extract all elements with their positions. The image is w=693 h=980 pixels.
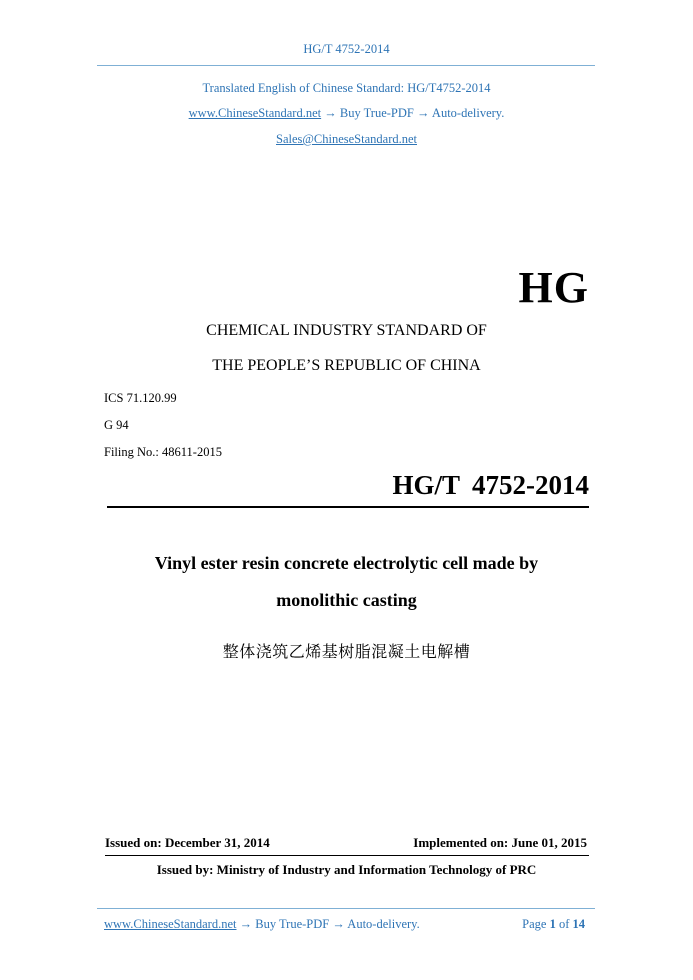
issued-rule: [105, 855, 589, 856]
site-link[interactable]: www.ChineseStandard.net: [188, 106, 322, 120]
standard-line-2: THE PEOPLE’S REPUBLIC OF CHINA: [212, 357, 481, 374]
standard-number: [392, 470, 589, 501]
filing-number: Filing No.: 48611-2015: [104, 445, 222, 459]
standard-line-1: CHEMICAL INDUSTRY STANDARD OF: [206, 322, 487, 339]
title-rule: [107, 506, 589, 508]
page-current: 1: [549, 917, 556, 931]
hg-logo: HG: [518, 263, 589, 312]
buy-line: [0, 106, 693, 121]
issued-on: Issued on: December 31, 2014: [105, 835, 270, 850]
issued-by: Issued by: Ministry of Industry and Information Technology of PRC: [156, 862, 537, 877]
chinese-title: 整体浇筑乙烯基树脂混凝土电解槽: [222, 642, 471, 661]
page-indicator: [522, 917, 585, 932]
footer-buy-line: [104, 917, 420, 932]
title-line-1: Vinyl ester resin concrete electrolytic cell made by: [154, 553, 539, 573]
buy-text: → Buy True-PDF → Auto-delivery.: [321, 106, 505, 120]
sales-email-link[interactable]: Sales@ChineseStandard.net: [276, 132, 417, 146]
sales-line: [0, 132, 693, 147]
footer-rule: [97, 908, 595, 909]
header-code: HG/T 4752-2014: [303, 42, 390, 56]
standard-number-value: 4752-2014: [472, 470, 589, 500]
title-line-2: monolithic casting: [276, 590, 417, 610]
page-total: 14: [572, 917, 585, 931]
standard-number-prefix: HG/T: [392, 470, 460, 500]
footer-buy-text: → Buy True-PDF → Auto-delivery.: [236, 917, 420, 931]
page-label: Page: [522, 917, 547, 931]
footer-site-link[interactable]: www.ChineseStandard.net: [104, 917, 237, 931]
page-of: of: [558, 917, 570, 931]
translation-notice: Translated English of Chinese Standard: HG/T4752-2014: [202, 81, 491, 95]
ics-code: ICS 71.120.99: [104, 391, 177, 405]
g-code: G 94: [104, 418, 129, 432]
header-rule: [97, 65, 595, 66]
implemented-on: Implemented on: June 01, 2015: [413, 835, 587, 850]
